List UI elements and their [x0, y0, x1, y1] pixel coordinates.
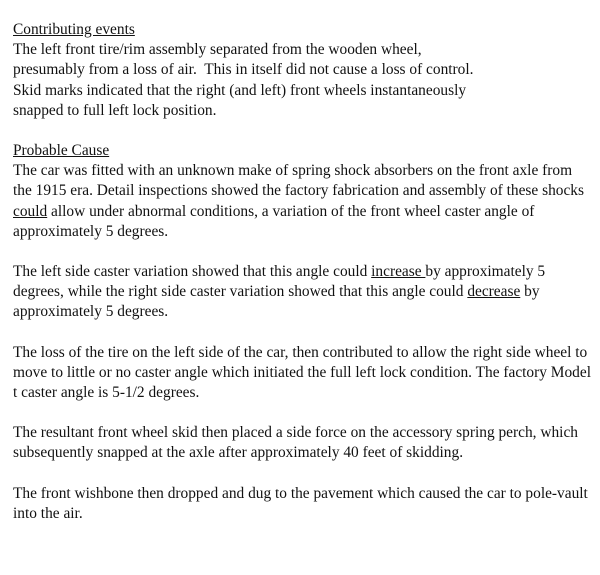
p2-part-c: by approximately 5 degrees. — [13, 283, 540, 321]
p2-part-b: by approximately 5 degrees, while the right side caster variation showed that this angle could — [13, 263, 546, 301]
probable-cause-paragraph-2 — [13, 262, 593, 323]
probable-cause-paragraph-4: The resultant front wheel skid then placed a side force on the accessory spring perch, which subsequently snapped at the axle after approximately 40 feet of skidding. — [13, 424, 578, 462]
p1-before: The car was fitted with an unknown make of spring shock absorbers on the front axle from the 1915 era. Detail inspections showed the factory fabrication and assembly of these shocks — [13, 162, 584, 200]
probable-cause-heading: Probable Cause — [13, 142, 110, 160]
document-page — [13, 20, 593, 524]
probable-cause-paragraph-3: The loss of the tire on the left side of the car, then contributed to allow the right side wheel to move to little or no caster angle which initiated the full left lock condition. The factory Model t caster angle is 5-1/2 degrees. — [13, 343, 591, 402]
probable-cause-paragraph-5: The front wishbone then dropped and dug to the pavement which caused the car to pole-vault into the air. — [13, 484, 588, 522]
contributing-events-heading: Contributing events — [13, 21, 135, 38]
p2-part-a: The left side caster variation showed that this angle could — [13, 263, 372, 281]
probable-cause-paragraph-1 — [13, 161, 593, 242]
underlined-decrease: decrease — [467, 283, 521, 301]
underlined-increase: increase — [371, 263, 426, 281]
p1-after: allow under abnormal conditions, a variation of the front wheel caster angle of approximately 5 degrees. — [13, 202, 535, 240]
contributing-events-text: The left front tire/rim assembly separated from the wooden wheel, presumably from a loss of air. This in itself did not cause a loss of control. Skid marks indicated that the right (and left) front wheels instantaneously snapped to full left lock position. — [13, 41, 474, 119]
underlined-could: could — [13, 202, 48, 220]
